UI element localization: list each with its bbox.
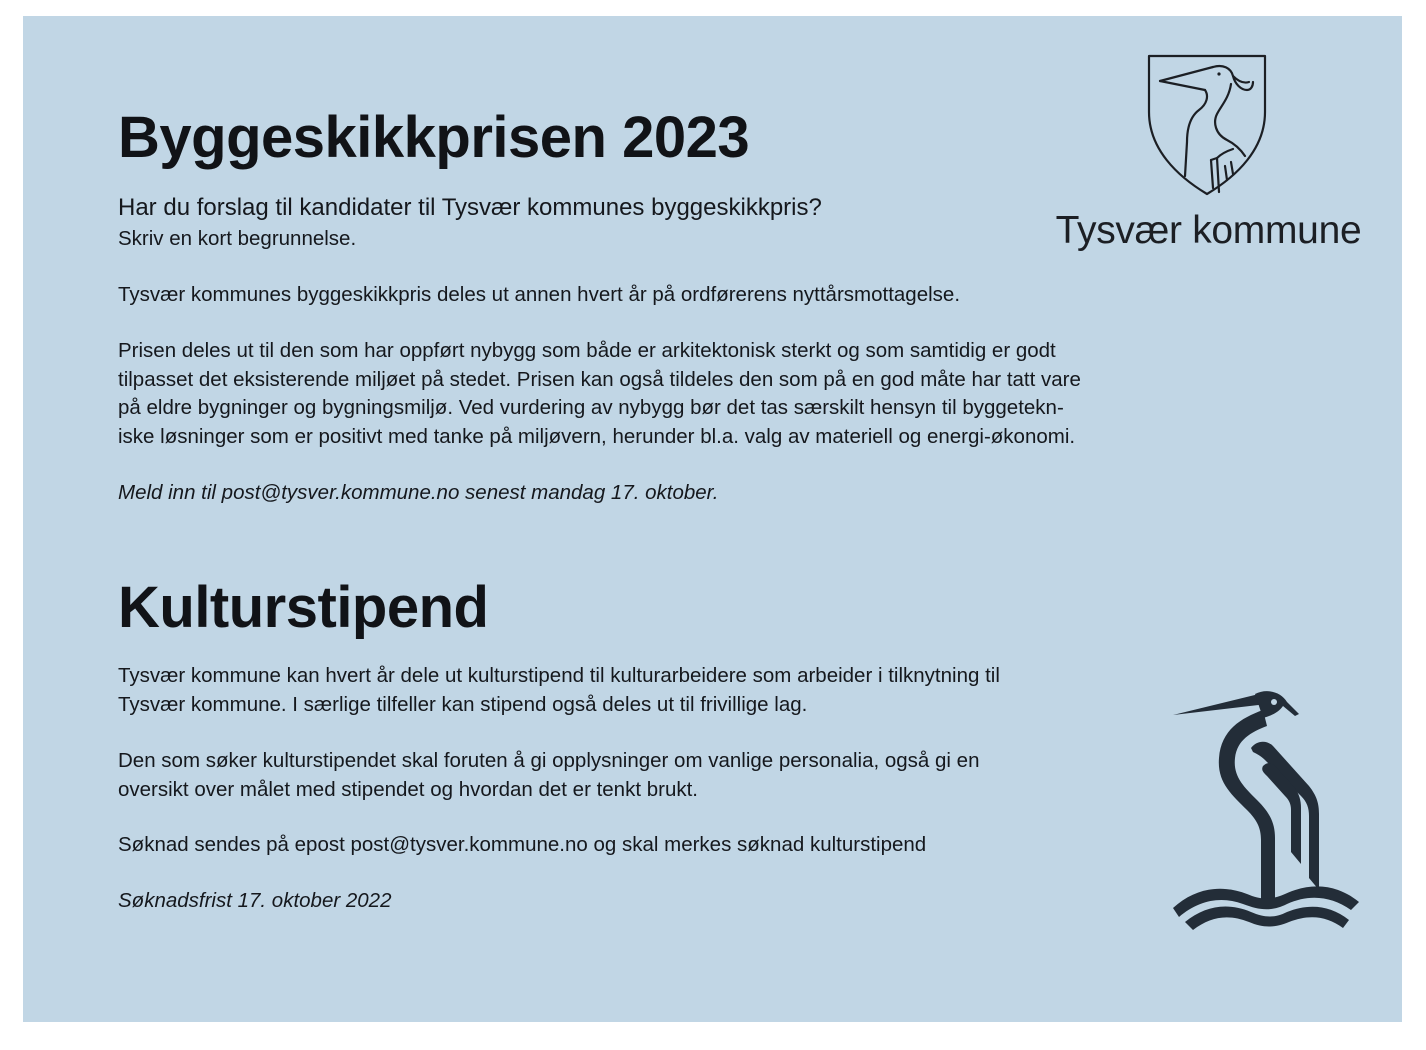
text-line: oversikt over målet med stipendet og hvordan det er tenkt brukt. xyxy=(118,777,698,801)
byggeskikkprisen-paragraph-1: Tysvær kommunes byggeskikkpris deles ut annen hvert år på ordførerens nyttårsmottagelse. xyxy=(118,283,961,306)
byggeskikkprisen-subtitle: Skriv en kort begrunnelse. xyxy=(118,227,357,250)
text-line: Tysvær kommune. I særlige tilfeller kan stipend også deles ut til frivillige lag. xyxy=(118,692,808,716)
text-line: iske løsninger som er positivt med tanke på miljøvern, herunder bl.a. valg av materiell og energi-økonomi. xyxy=(118,424,1076,448)
text-line: Den som søker kulturstipendet skal foruten å gi opplysninger om vanlige personalia, også gi en xyxy=(118,749,980,772)
kulturstipend-title: Kulturstipend xyxy=(118,575,489,640)
text-line: tilpasset det eksisterende miljøet på stedet. Prisen kan også tildeles den som på en god måte har tatt vare xyxy=(118,367,1081,391)
announcement-panel xyxy=(23,16,1402,1022)
kulturstipend-paragraph-2 xyxy=(118,747,979,804)
kulturstipend-deadline: Søknadsfrist 17. oktober 2022 xyxy=(118,889,392,912)
text-line: på eldre bygninger og bygningsmiljø. Ved vurdering av nybygg bør det tas særskilt hensyn til byggetekn- xyxy=(118,396,1064,419)
kulturstipend-paragraph-1 xyxy=(118,662,1000,719)
municipality-logo xyxy=(1051,54,1366,254)
byggeskikkprisen-title: Byggeskikkprisen 2023 xyxy=(118,105,750,170)
kulturstipend-paragraph-3: Søknad sendes på epost post@tysver.kommune.no og skal merkes søknad kulturstipend xyxy=(118,833,927,856)
byggeskikkprisen-deadline: Meld inn til post@tysver.kommune.no senest mandag 17. oktober. xyxy=(118,481,719,504)
heron-on-waves-icon xyxy=(1171,690,1361,930)
text-line: Tysvær kommune kan hvert år dele ut kulturstipend til kulturarbeidere som arbeider i tilknytning til xyxy=(118,664,1000,687)
text-line: Prisen deles ut til den som har oppført nybygg som både er arkitektonisk sterkt og som samtidig er godt xyxy=(118,339,1056,362)
byggeskikkprisen-lead: Har du forslag til kandidater til Tysvær kommunes byggeskikkpris? xyxy=(118,194,822,221)
municipality-name: Tysvær kommune xyxy=(1055,209,1362,252)
coat-of-arms-heron-shield-icon xyxy=(1147,54,1267,196)
byggeskikkprisen-paragraph-2 xyxy=(118,337,1081,451)
